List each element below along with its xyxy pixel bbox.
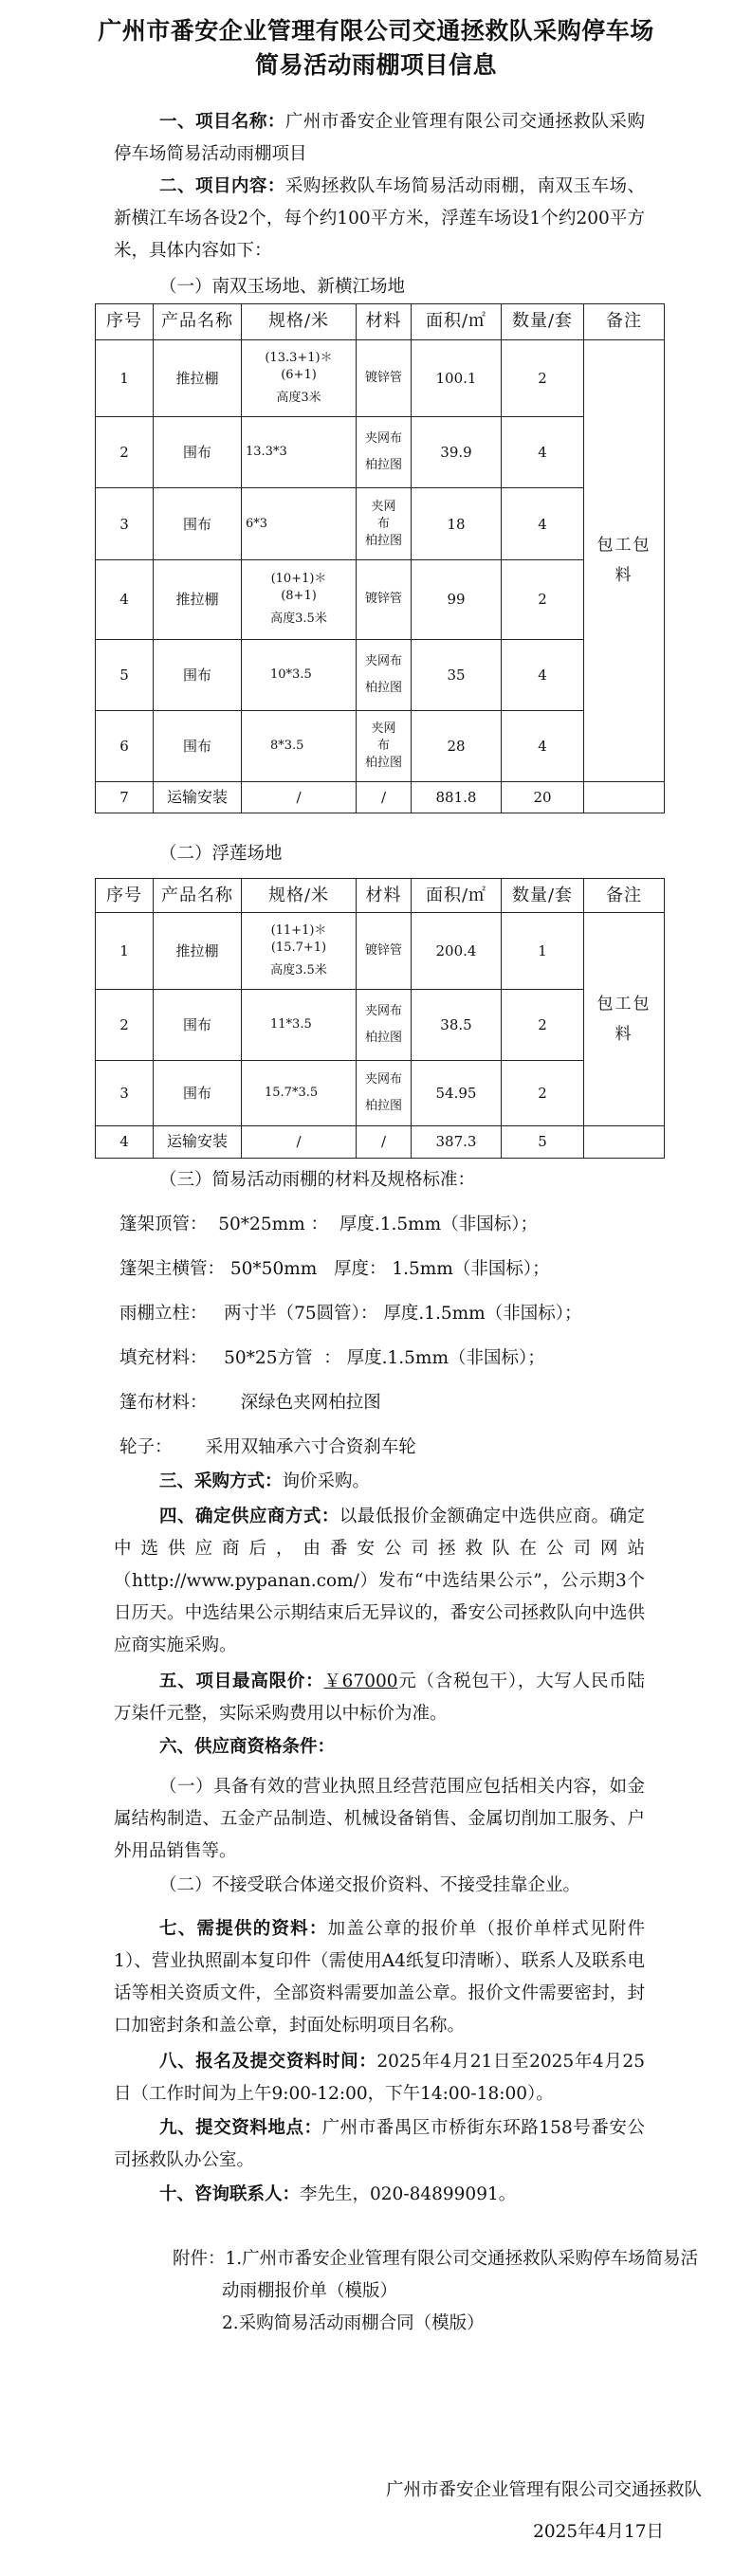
material-line-filler: 填充材料： 50*25方管 ： 厚度.1.5mm（非国标）； bbox=[119, 1348, 545, 1368]
section-text: 以最低报价金额确定中选供应商。确定中选供应商后，由番安公司拯救队在公司网站（http://www.pypanan.com/）发布“中选结果公示”，公示期3个日历天。中选结果公示期结束后无异议的，番安公司拯救队向中选供应商实施采购。 bbox=[114, 1507, 645, 1655]
section-label: 七、需提供的资料： bbox=[159, 1919, 328, 1939]
section-project-name bbox=[114, 106, 645, 171]
cell-spec bbox=[242, 913, 357, 990]
cell-name: 推拉棚 bbox=[154, 559, 242, 639]
col-header-material: 材料 bbox=[357, 304, 412, 340]
cell-material bbox=[357, 488, 412, 559]
section-label: 二、项目内容： bbox=[159, 176, 285, 196]
material-line: 柏拉图 bbox=[364, 1098, 402, 1113]
table-header-row bbox=[96, 304, 665, 340]
cell-no: 3 bbox=[96, 488, 154, 559]
col-header-qty: 数量/套 bbox=[502, 304, 584, 340]
cell-remark-empty bbox=[584, 781, 665, 813]
section-supplier-selection bbox=[114, 1501, 645, 1662]
cell-material: / bbox=[357, 781, 412, 813]
material-line: 柏拉图 bbox=[364, 1031, 402, 1046]
material-line: 夹网布 bbox=[364, 431, 402, 447]
spec-line: (15.7+1) bbox=[270, 941, 327, 956]
spec-line: (11+1)＊ bbox=[270, 923, 327, 939]
cell-no: 1 bbox=[96, 913, 154, 990]
cell-spec: / bbox=[242, 1125, 357, 1158]
cell-name: 围布 bbox=[154, 990, 242, 1061]
cell-spec: 13.3*3 bbox=[242, 417, 357, 488]
section-contact bbox=[114, 2179, 645, 2211]
material-line: 夹网 bbox=[371, 721, 396, 736]
section-label: 三、采购方式： bbox=[159, 1471, 283, 1491]
col-header-spec: 规格/米 bbox=[242, 304, 357, 340]
section-text: 李先生，020-84899091。 bbox=[300, 2184, 517, 2204]
attachment-2: 2.采购简易活动雨棚合同（模版） bbox=[222, 2313, 485, 2333]
document-title-line-1: 广州市番安企业管理有限公司交通拯救队采购停车场 bbox=[98, 17, 654, 45]
table-nanshuangyu-xinhengjiang bbox=[95, 303, 665, 813]
cell-no: 5 bbox=[96, 639, 154, 710]
cell-qty: 4 bbox=[502, 417, 584, 488]
section-text: 采购拯救队车场简易活动雨棚，南双玉车场、新横江车场各设2个，每个约100平方米，浮莲车场设1个约200平方米，具体内容如下： bbox=[114, 176, 645, 261]
cell-spec: 10*3.5 bbox=[242, 639, 357, 710]
cell-material bbox=[357, 710, 412, 781]
table-row bbox=[96, 559, 665, 639]
qualification-item-1: （一）具备有效的营业执照且经营范围应包括相关内容，如金属结构制造、五金产品制造、机械设备销售、金属切削加工服务、户外用品销售等。 bbox=[114, 1777, 645, 1861]
section-text: 广州市番安企业管理有限公司交通拯救队采购停车场简易活动雨棚项目 bbox=[114, 112, 645, 164]
cell-area: 387.3 bbox=[412, 1125, 502, 1158]
cell-remark bbox=[584, 339, 665, 781]
spec-line: 高度3.5米 bbox=[270, 612, 327, 627]
cell-remark bbox=[584, 913, 665, 1125]
spec-line: 高度3.5米 bbox=[270, 963, 327, 978]
cell-qty: 20 bbox=[502, 781, 584, 813]
materials-caption: （三）简易活动雨棚的材料及规格标准： bbox=[159, 1170, 476, 1190]
spec-line: 高度3米 bbox=[276, 390, 321, 405]
cell-no: 4 bbox=[96, 1125, 154, 1158]
col-header-material: 材料 bbox=[357, 879, 412, 913]
cell-spec bbox=[242, 339, 357, 417]
cell-area: 100.1 bbox=[412, 339, 502, 417]
cell-qty: 4 bbox=[502, 639, 584, 710]
cell-area: 18 bbox=[412, 488, 502, 559]
section-label: 五、项目最高限价： bbox=[159, 1672, 324, 1691]
cell-qty: 2 bbox=[502, 1060, 584, 1125]
cell-no: 6 bbox=[96, 710, 154, 781]
cell-area: 28 bbox=[412, 710, 502, 781]
material-line-main-beam: 篷架主横管： 50*50mm 厚度： 1.5mm（非国标）； bbox=[119, 1259, 550, 1279]
material-line-roof-pipe: 篷架顶管： 50*25mm ： 厚度.1.5mm（非国标）； bbox=[119, 1215, 538, 1234]
section-label: 八、报名及提交资料时间： bbox=[159, 2052, 377, 2072]
section-submission-time bbox=[114, 2046, 645, 2110]
section-procurement-method bbox=[114, 1466, 645, 1498]
table2-caption: （二）浮莲场地 bbox=[159, 844, 283, 864]
cell-no: 4 bbox=[96, 559, 154, 639]
table-row bbox=[96, 417, 665, 488]
table-header-row bbox=[96, 879, 665, 913]
table-row bbox=[96, 639, 665, 710]
cell-material: 镀锌管 bbox=[357, 559, 412, 639]
cell-no: 7 bbox=[96, 781, 154, 813]
col-header-remark: 备注 bbox=[584, 879, 665, 913]
section-submission-place bbox=[114, 2112, 645, 2177]
cell-no: 2 bbox=[96, 417, 154, 488]
section-text: 加盖公章的报价单（报价单样式见附件1）、营业执照副本复印件（需使用A4纸复印清晰）、联系人及联系电话等相关资质文件，全部资料需要加盖公章。报价文件需要密封，封口加密封条和盖公章，封面处标明项目名称。 bbox=[114, 1919, 645, 2036]
cell-remark-empty bbox=[584, 1125, 665, 1158]
material-line: 布 bbox=[376, 738, 390, 753]
cell-material bbox=[357, 639, 412, 710]
material-line: 夹网布 bbox=[364, 1071, 402, 1087]
qualification-item-2: （二）不接受联合体递交报价资料、不接受挂靠企业。 bbox=[159, 1875, 581, 1895]
material-line: 夹网 bbox=[371, 499, 396, 514]
cell-area: 200.4 bbox=[412, 913, 502, 990]
table-fulian bbox=[95, 878, 665, 1159]
section-text: 2025年4月21日至2025年4月25日（工作时间为上午9:00-12:00，下午14:00-18:00）。 bbox=[114, 2052, 645, 2104]
spec-line: (6+1) bbox=[281, 367, 317, 382]
signature-date: 2025年4月17日 bbox=[533, 2522, 664, 2542]
cell-material bbox=[357, 990, 412, 1061]
cell-qty: 2 bbox=[502, 559, 584, 639]
col-header-area: 面积/㎡ bbox=[412, 304, 502, 340]
cell-material: / bbox=[357, 1125, 412, 1158]
material-line: 柏拉图 bbox=[364, 458, 402, 473]
section-qualification bbox=[114, 1731, 645, 1763]
cell-qty: 4 bbox=[502, 710, 584, 781]
cell-name: 运输安装 bbox=[154, 1125, 242, 1158]
section-price-limit bbox=[114, 1666, 645, 1730]
col-header-name: 产品名称 bbox=[154, 304, 242, 340]
section-label: 一、项目名称： bbox=[159, 112, 285, 132]
section-text: 广州市番禺区市桥街东环路158号番安公司拯救队办公室。 bbox=[114, 2118, 645, 2170]
cell-area: 881.8 bbox=[412, 781, 502, 813]
table-row bbox=[96, 488, 665, 559]
table-row bbox=[96, 913, 665, 990]
table-row bbox=[96, 710, 665, 781]
col-header-area: 面积/㎡ bbox=[412, 879, 502, 913]
cell-material bbox=[357, 1060, 412, 1125]
material-line: 夹网布 bbox=[364, 1004, 402, 1019]
section-label: 四、确定供应商方式： bbox=[159, 1507, 339, 1526]
cell-no: 2 bbox=[96, 990, 154, 1061]
spec-line: (10+1)＊ bbox=[270, 572, 327, 587]
cell-area: 35 bbox=[412, 639, 502, 710]
signature-organization: 广州市番安企业管理有限公司交通拯救队 bbox=[385, 2480, 702, 2500]
cell-name: 运输安装 bbox=[154, 781, 242, 813]
cell-area: 39.9 bbox=[412, 417, 502, 488]
col-header-remark: 备注 bbox=[584, 304, 665, 340]
cell-spec: 6*3 bbox=[242, 488, 357, 559]
price-amount: ￥67000 bbox=[323, 1672, 398, 1691]
document-title-line-2: 简易活动雨棚项目信息 bbox=[254, 51, 497, 79]
section-label: 六、供应商资格条件： bbox=[159, 1737, 336, 1757]
cell-name: 围布 bbox=[154, 710, 242, 781]
cell-qty: 4 bbox=[502, 488, 584, 559]
material-line: 夹网布 bbox=[364, 653, 402, 668]
cell-area: 38.5 bbox=[412, 990, 502, 1061]
material-line: 布 bbox=[376, 516, 390, 531]
col-header-no: 序号 bbox=[96, 304, 154, 340]
cell-qty: 2 bbox=[502, 990, 584, 1061]
section-required-documents bbox=[114, 1913, 645, 2042]
table-row bbox=[96, 781, 665, 813]
cell-name: 围布 bbox=[154, 417, 242, 488]
table1-caption: （一）南双玉场地、新横江场地 bbox=[159, 277, 406, 297]
section-label: 十、咨询联系人： bbox=[159, 2184, 301, 2204]
cell-qty: 2 bbox=[502, 339, 584, 417]
cell-spec: 15.7*3.5 bbox=[242, 1060, 357, 1125]
col-header-name: 产品名称 bbox=[154, 879, 242, 913]
table-row bbox=[96, 1125, 665, 1158]
remark-text: 包工包料 bbox=[596, 994, 651, 1044]
cell-qty: 1 bbox=[502, 913, 584, 990]
table-row bbox=[96, 1060, 665, 1125]
spec-line: (13.3+1)＊ bbox=[265, 350, 333, 365]
cell-name: 推拉棚 bbox=[154, 913, 242, 990]
cell-qty: 5 bbox=[502, 1125, 584, 1158]
cell-spec bbox=[242, 559, 357, 639]
col-header-no: 序号 bbox=[96, 879, 154, 913]
col-header-qty: 数量/套 bbox=[502, 879, 584, 913]
cell-no: 3 bbox=[96, 1060, 154, 1125]
col-header-spec: 规格/米 bbox=[242, 879, 357, 913]
cell-spec: / bbox=[242, 781, 357, 813]
cell-name: 推拉棚 bbox=[154, 339, 242, 417]
material-line: 柏拉图 bbox=[364, 533, 402, 548]
cell-material: 镀锌管 bbox=[357, 913, 412, 990]
spec-line: (8+1) bbox=[281, 589, 317, 604]
cell-no: 1 bbox=[96, 339, 154, 417]
section-label: 九、提交资料地点： bbox=[159, 2118, 322, 2138]
material-line-wheels: 轮子： 采用双轴承六寸合资刹车轮 bbox=[119, 1437, 416, 1457]
cell-spec: 11*3.5 bbox=[242, 990, 357, 1061]
cell-material bbox=[357, 417, 412, 488]
cell-name: 围布 bbox=[154, 1060, 242, 1125]
section-project-content bbox=[114, 171, 645, 267]
table-row bbox=[96, 990, 665, 1061]
material-line-canvas: 篷布材料： 深绿色夹网柏拉图 bbox=[119, 1393, 381, 1413]
cell-area: 99 bbox=[412, 559, 502, 639]
cell-name: 围布 bbox=[154, 488, 242, 559]
remark-text: 包工包料 bbox=[596, 536, 651, 586]
cell-name: 围布 bbox=[154, 639, 242, 710]
material-line: 柏拉图 bbox=[364, 680, 402, 695]
cell-material: 镀锌管 bbox=[357, 339, 412, 417]
section-text: 询价采购。 bbox=[282, 1471, 371, 1491]
attachment-1: 附件：1.广州市番安企业管理有限公司交通拯救队采购停车场简易活动雨棚报价单（模版） bbox=[173, 2249, 699, 2301]
cell-spec: 8*3.5 bbox=[242, 710, 357, 781]
material-line: 柏拉图 bbox=[364, 755, 402, 770]
cell-area: 54.95 bbox=[412, 1060, 502, 1125]
section-text: 元（含税包干），大写人民币陆万柒仟元整，实际采购费用以中标价为准。 bbox=[114, 1672, 645, 1724]
material-line-column: 雨棚立柱： 两寸半（75圆管）： 厚度.1.5mm（非国标）； bbox=[119, 1304, 582, 1324]
table-row bbox=[96, 339, 665, 417]
